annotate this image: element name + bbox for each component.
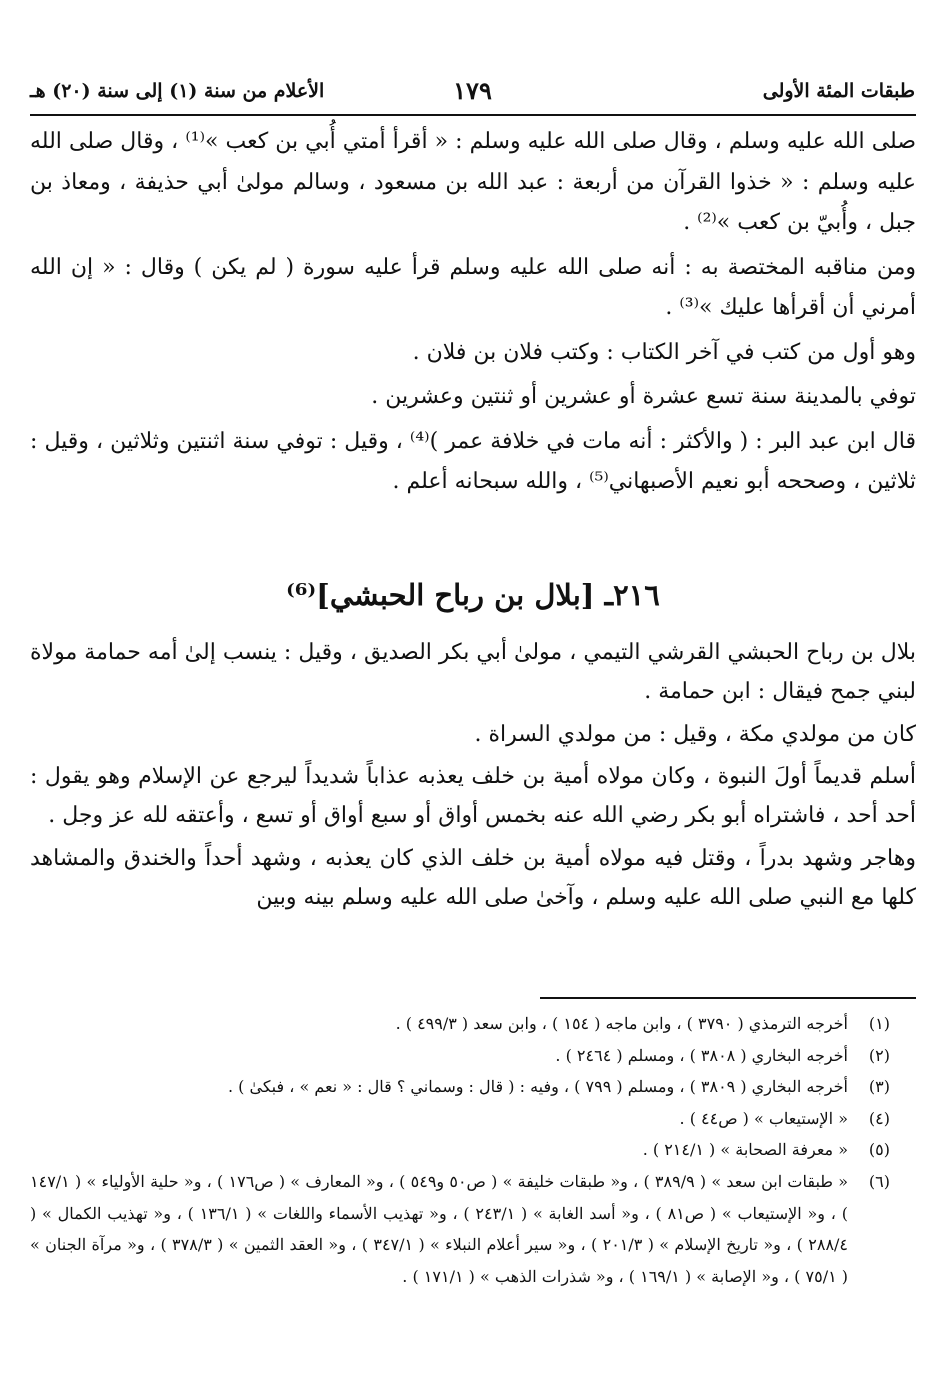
footnote-number: (٤)	[868, 1108, 890, 1128]
footnote-separator	[540, 997, 916, 999]
main-text-top	[30, 122, 916, 503]
main-text-bottom	[30, 634, 916, 918]
paragraph: توفي بالمدينة سنة تسع عشرة أو عشرين أو ثنتين وعشرين .	[371, 384, 916, 409]
footnotes	[30, 1008, 890, 1292]
paragraph: بلال بن رباح الحبشي القرشي التيمي ، مولىٰ أبي بكر الصديق ، وقيل : ينسب إلىٰ أمه حمامة مولاة لبني جمح فيقال : ابن حمامة .	[30, 640, 916, 704]
footnote-text: أخرجه البخاري ( ٣٨٠٩ ) ، ومسلم ( ٧٩٩ ) ، وفيه : ( قال : وسماني ؟ قال : « نعم » ، فبكىٰ ) .	[227, 1077, 848, 1097]
paragraph: قال ابن عبد البر : ( والأكثر : أنه مات في خلافة عمر )⁽⁴⁾ ، وقيل : توفي سنة اثنتين وثلاثين ، وقيل : ثلاثين ، وصححه أبو نعيم الأصبهاني⁽⁵⁾ ، والله سبحانه أعلم .	[30, 428, 916, 494]
footnote-text: أخرجه الترمذي ( ٣٧٩٠ ) ، وابن ماجه ( ١٥٤ ) ، وابن سعد ( ٤٩٩/٣ ) .	[395, 1014, 848, 1033]
footnote-item	[30, 1166, 890, 1292]
footnote-item	[30, 1134, 890, 1166]
paragraph: وهاجر وشهد بدراً ، وقتل فيه مولاه أمية بن خلف الذي كان يعذبه ، وشهد أحداً والخندق والمشاهد كلها مع النبي صلى الله عليه وسلم ، وآخىٰ صلى الله عليه وسلم بينه وبين	[30, 845, 916, 910]
footnote-text: أخرجه البخاري ( ٣٨٠٨ ) ، ومسلم ( ٢٤٦٤ ) .	[555, 1045, 848, 1065]
footnote-item	[30, 1040, 890, 1072]
running-header	[30, 74, 915, 112]
paragraph: وهو أول من كتب في آخر الكتاب : وكتب فلان بن فلان .	[412, 339, 916, 365]
section-range: الأعلام من سنة (١) إلى سنة (٢٠) هـ	[30, 80, 325, 102]
footnote-item	[30, 1071, 890, 1103]
footnote-number: (٢)	[868, 1045, 890, 1065]
footnote-number: (٣)	[868, 1077, 890, 1097]
page-number: ١٧٩	[453, 76, 492, 105]
paragraph: أسلم قديماً أولَ النبوة ، وكان مولاه أمية بن خلف يعذبه عذاباً شديداً ليرجع عن الإسلام وهو يقول : أحد أحد ، فاشتراه أبو بكر رضي الله عنه بخمس أواق أو سبع أواق أو تسع ، وأعتقه لله عز وجل .	[30, 764, 916, 829]
footnote-item	[30, 1008, 890, 1040]
footnote-text: « طبقات ابن سعد » ( ٣٨٩/٩ ) ، و« طبقات خليفة » ( ص٥٠ و٥٤٩ ) ، و« المعارف » ( ص١٧٦ ) ، و« حلية الأولياء » ( ١٤٧/١ ) ، و« الإستيعاب » ( ص٨١ ) ، و« أسد الغابة » ( ٢٤٣/١ ) ، و« تهذيب الأسماء واللغات » ( ١٣٦/١ ) ، و« تهذيب الكمال » ( ٢٨٨/٤ ) ، و« تاريخ الإسلام » ( ٢٠١/٣ ) ، و« سير أعلام النبلاء » ( ٣٤٧/١ ) ، و« العقد الثمين » ( ٣٧٨/٣ ) ، و« مرآة الجنان » ( ٧٥/١ ) ، و« الإصابة » ( ١٦٩/١ ) ، و« شذرات الذهب » ( ١٧١/١ ) .	[30, 1171, 849, 1286]
paragraph: كان من مولدي مكة ، وقيل : من مولدي السراة .	[474, 721, 916, 747]
entry-heading: ٢١٦ـ [بلال بن رباح الحبشي]⁽⁶⁾	[286, 578, 660, 612]
footnote-number: (٥)	[868, 1140, 890, 1160]
book-title: طبقات المئة الأولى	[762, 80, 915, 102]
footnote-text: « معرفة الصحابة » ( ٢١٤/١ ) .	[642, 1140, 848, 1160]
footnote-text: « الإستيعاب » ( ص٤٤ ) .	[679, 1108, 848, 1128]
footnote-number: (٦)	[868, 1171, 890, 1191]
header-rule	[30, 114, 916, 116]
paragraph: ومن مناقبه المختصة به : أنه صلى الله عليه وسلم قرأ عليه سورة ( لم يكن ) وقال : « إن الله أمرني أن أقرأها عليك »⁽³⁾ .	[30, 254, 916, 320]
footnote-number: (١)	[868, 1014, 890, 1033]
paragraph: صلى الله عليه وسلم ، وقال صلى الله عليه وسلم : « أقرأ أمتي أُبي بن كعب »⁽¹⁾ ، وقال صلى الله عليه وسلم : « خذوا القرآن من أربعة : عبد الله بن مسعود ، وسالم مولىٰ أبي حذيفة ، ومعاذ بن جبل ، وأُبيّ بن كعب »⁽²⁾ .	[30, 129, 916, 235]
footnote-item	[30, 1103, 890, 1135]
